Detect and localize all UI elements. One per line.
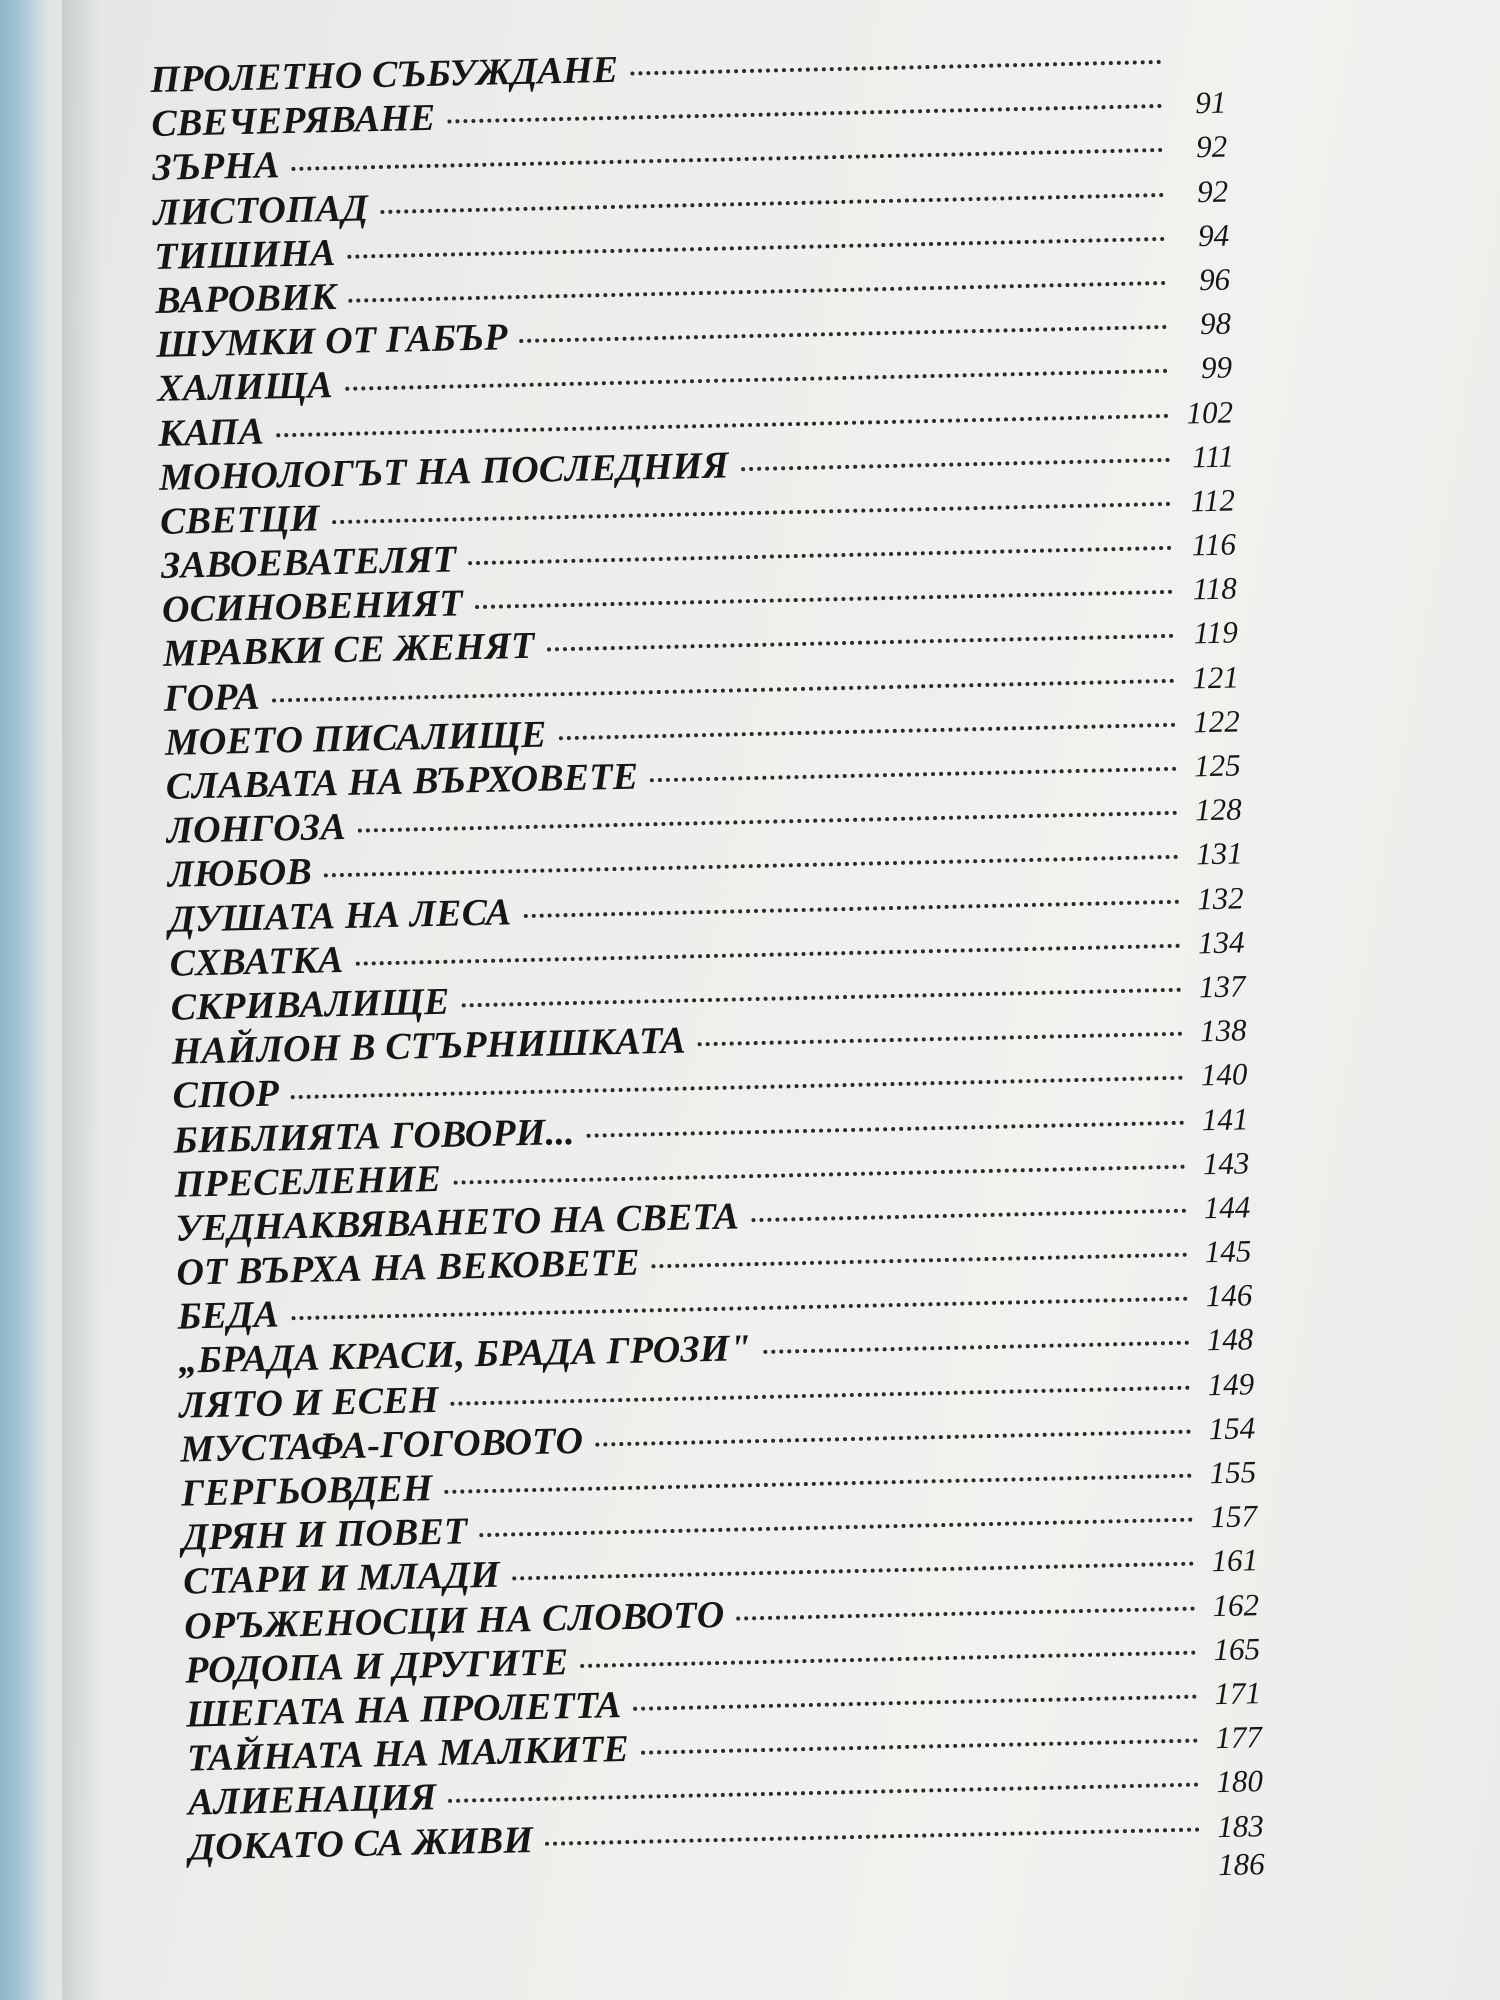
dot-leader	[751, 1209, 1186, 1222]
toc-entry-title: ВАРОВИК	[154, 275, 338, 322]
toc-entry-page-number: 92	[1196, 173, 1229, 209]
dot-leader	[650, 767, 1177, 782]
toc-entry-title: РОДОПА И ДРУГИТЕ	[184, 1641, 569, 1692]
toc-entry-page-number: 98	[1199, 305, 1232, 342]
toc-entry-title: СЛАВАТА НА ВЪРХОВЕТЕ	[165, 755, 639, 808]
toc-entry-title: ЛЮБОВ	[167, 851, 313, 897]
dot-leader	[345, 369, 1168, 391]
toc-entry-page-number: 186	[1217, 1845, 1266, 1882]
dot-leader	[448, 1783, 1199, 1803]
toc-entry-page-number: 145	[1204, 1233, 1252, 1270]
toc-entry-page-number: 125	[1193, 747, 1242, 784]
dot-leader	[272, 678, 1175, 702]
toc-entry-page-number: 183	[1216, 1807, 1265, 1844]
toc-entry-page-number: 116	[1191, 526, 1237, 563]
toc-entry-title: ОТ ВЪРХА НА ВЕКОВЕТЕ	[176, 1241, 641, 1294]
toc-entry-page-number: 122	[1192, 703, 1241, 740]
dot-leader	[380, 192, 1164, 213]
dot-leader	[512, 1562, 1194, 1581]
book-cover-edge	[0, 0, 62, 2000]
toc-entry-page-number: 157	[1210, 1498, 1258, 1535]
toc-entry-title: ОСИНОВЕНИЯТ	[161, 582, 464, 632]
toc-entry-page-number: 128	[1194, 791, 1243, 828]
toc-entry-page-number: 148	[1206, 1321, 1254, 1358]
toc-entry-title: ЛОНГОЗА	[166, 806, 347, 852]
toc-entry-title: БИБЛИЯТА ГОВОРИ...	[173, 1110, 576, 1162]
toc-entry-title: ТАЙНАТА НА МАЛКИТЕ	[186, 1728, 630, 1780]
toc-entry-page-number: 102	[1186, 393, 1234, 430]
toc-entry-title: МУСТАФА-ГОГОВОТО	[179, 1419, 584, 1471]
toc-entry-title: ГОРА	[163, 675, 261, 720]
toc-entry-title: АЛИЕНАЦИЯ	[187, 1776, 437, 1824]
toc-entry-title: СКРИВАЛИЩЕ	[170, 980, 451, 1029]
toc-entry-page-number: 171	[1214, 1675, 1262, 1712]
dot-leader	[698, 1032, 1183, 1047]
toc-entry-page-number: 132	[1196, 879, 1244, 916]
toc-entry-page-number: 177	[1215, 1719, 1263, 1756]
toc-entry-title: ГЕРГЬОВДЕН	[180, 1467, 433, 1515]
toc-entry-title: СТАРИ И МЛАДИ	[182, 1554, 501, 1604]
toc-entry-title: УЕДНАКВЯВАНЕТО НА СВЕТА	[175, 1195, 740, 1250]
toc-entry-title: ЛЯТО И ЕСЕН	[178, 1378, 440, 1427]
toc-entry-page-number: 161	[1211, 1542, 1259, 1579]
toc-entry-title: ЗАВОЕВАТЕЛЯТ	[160, 538, 457, 587]
dot-leader	[580, 1650, 1196, 1667]
toc-entry-page-number: 118	[1192, 570, 1238, 607]
toc-entry-page-number	[1169, 69, 1225, 70]
toc-entry-title: КАПА	[157, 410, 265, 455]
dot-leader	[652, 1253, 1188, 1269]
dot-leader	[453, 1164, 1185, 1184]
toc-entry-title: НАЙЛОН В СТЪРНИШКАТА	[171, 1019, 687, 1073]
dot-leader	[349, 281, 1166, 303]
dot-leader	[324, 855, 1179, 878]
dot-leader	[641, 1739, 1198, 1755]
toc-entry-page-number: 137	[1198, 968, 1246, 1005]
dot-leader	[468, 546, 1172, 565]
toc-entry-title: ОРЪЖЕНОСЦИ НА СЛОВОТО	[183, 1593, 725, 1648]
page-gutter-shadow	[62, 0, 102, 2000]
dot-leader	[276, 413, 1169, 436]
toc-entry-page-number: 165	[1213, 1630, 1261, 1667]
toc-entry-page-number: 92	[1195, 128, 1228, 165]
dot-leader	[523, 899, 1179, 917]
dot-leader	[479, 1518, 1193, 1538]
toc-entry-page-number: 140	[1200, 1056, 1248, 1093]
toc-entry-title: ДОКАТО СА ЖИВИ	[188, 1818, 534, 1869]
toc-entry-page-number: 99	[1200, 349, 1233, 386]
toc-entry-page-number: 91	[1194, 84, 1227, 121]
dot-leader	[741, 458, 1170, 471]
toc-entry-title: БЕДА	[177, 1293, 280, 1338]
dot-leader	[763, 1341, 1189, 1354]
toc-entry-page-number: 143	[1202, 1144, 1250, 1181]
dot-leader	[547, 634, 1174, 652]
dot-leader	[587, 1120, 1185, 1137]
dot-leader	[451, 1385, 1191, 1405]
toc-entry-page-number: 119	[1193, 614, 1239, 651]
dot-leader	[332, 502, 1171, 524]
dot-leader	[595, 1429, 1191, 1446]
dot-leader	[559, 723, 1176, 740]
toc-entry-page-number: 134	[1197, 924, 1245, 961]
dot-leader	[358, 811, 1178, 833]
dot-leader	[630, 60, 1161, 76]
toc-entry-title: СХВАТКА	[169, 938, 344, 985]
dot-leader	[348, 237, 1166, 259]
dot-leader	[445, 1474, 1193, 1494]
toc-entry-title: ЗЪРНА	[151, 144, 281, 190]
dot-leader	[736, 1606, 1195, 1620]
toc-entry-page-number: 112	[1190, 482, 1236, 519]
toc-entry-page-number: 141	[1201, 1100, 1249, 1137]
table-of-contents	[150, 35, 1265, 1914]
toc-entry-page-number: 131	[1195, 835, 1243, 872]
dot-leader	[633, 1694, 1197, 1710]
toc-entry-title: СВЕТЦИ	[159, 497, 321, 543]
toc-entry-title: ДУШАТА НА ЛЕСА	[168, 890, 512, 941]
toc-entry-page-number: 94	[1197, 217, 1230, 253]
toc-entry-page-number: 96	[1198, 261, 1231, 298]
toc-entry-title: ШЕГАТА НА ПРОЛЕТТА	[185, 1684, 622, 1736]
dot-leader	[355, 943, 1180, 965]
toc-entry-page-number: 155	[1209, 1454, 1257, 1491]
toc-entry-title: СПОР	[172, 1072, 280, 1118]
toc-entry-page-number: 111	[1191, 438, 1235, 475]
dot-leader	[291, 1076, 1184, 1099]
toc-entry-page-number: 138	[1199, 1012, 1247, 1049]
dot-leader	[462, 988, 1182, 1008]
toc-entry-title: ТИШИНА	[153, 231, 336, 278]
dot-leader	[520, 325, 1167, 343]
toc-entry-title: ШУМКИ ОТ ГАБЪР	[155, 316, 509, 367]
toc-entry-title: МОЕТО ПИСАЛИЩЕ	[164, 713, 547, 764]
toc-entry-page-number: 149	[1207, 1365, 1255, 1402]
toc-entry-title: ХАЛИЩА	[156, 364, 334, 411]
dot-leader	[291, 1297, 1188, 1321]
dot-leader	[292, 148, 1164, 171]
toc-entry-title: ДРЯН И ПОВЕТ	[181, 1510, 468, 1559]
toc-entry-title: СВЕЧЕРЯВАНЕ	[150, 96, 436, 146]
toc-entry-page-number: 121	[1191, 659, 1240, 696]
toc-entry-page-number: 154	[1208, 1410, 1256, 1447]
dot-leader	[545, 1827, 1200, 1845]
toc-entry-title: ПРЕСЕЛЕНИЕ	[174, 1157, 442, 1206]
dot-leader	[447, 104, 1162, 124]
toc-entry-title: МОНОЛОГЪТ НА ПОСЛЕДНИЯ	[158, 444, 730, 499]
toc-entry-title: „БРАДА КРАСИ, БРАДА ГРОЗИ"	[177, 1327, 752, 1383]
toc-entry-title: ПРОЛЕТНО СЪБУЖДАНЕ	[150, 48, 619, 101]
toc-entry-title: ЛИСТОПАД	[152, 186, 369, 234]
toc-entry-page-number: 146	[1205, 1277, 1253, 1314]
dot-leader	[475, 590, 1173, 609]
toc-entry-page-number: 162	[1212, 1586, 1260, 1623]
toc-entry-page-number: 180	[1215, 1763, 1264, 1800]
toc-entry-page-number: 144	[1203, 1189, 1251, 1226]
toc-entry-title: МРАВКИ СЕ ЖЕНЯТ	[162, 625, 535, 676]
